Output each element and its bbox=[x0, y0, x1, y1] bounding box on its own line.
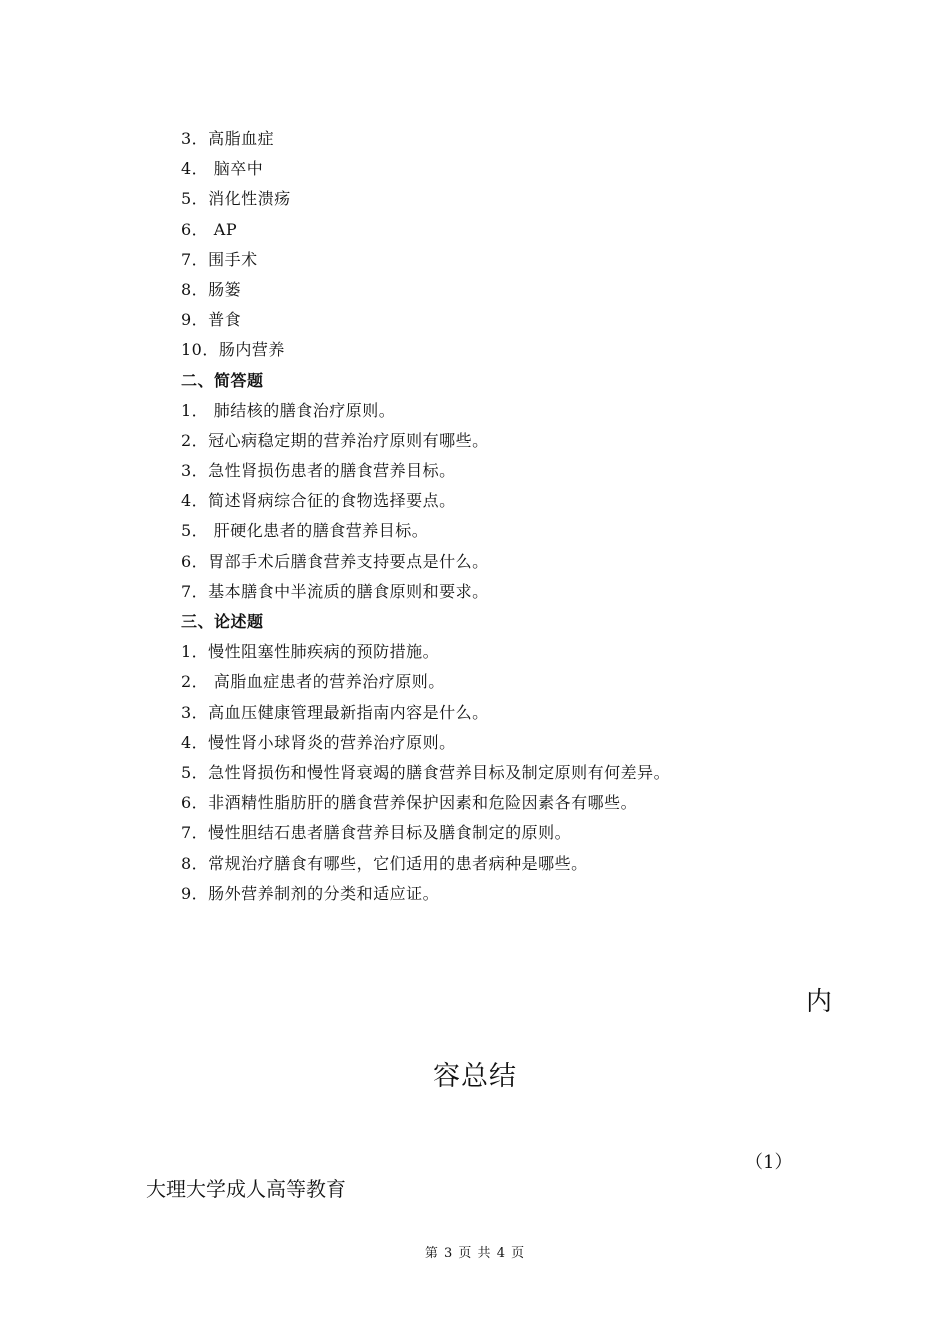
summary-title: 容总结 bbox=[433, 1061, 517, 1092]
reference-number: （1） bbox=[745, 1152, 793, 1173]
page-footer: 第 3 页 共 4 页 bbox=[424, 1246, 526, 1261]
list-item: 5．急性肾损伤和慢性肾衰竭的膳食营养目标及制定原则有何差异。 bbox=[181, 762, 671, 782]
section-heading: 二、简答题 bbox=[181, 370, 264, 390]
list-item: 9．肠外营养制剂的分类和适应证。 bbox=[181, 883, 440, 903]
list-item: 3．高血压健康管理最新指南内容是什么。 bbox=[181, 702, 489, 722]
list-item: 4．慢性肾小球肾炎的营养治疗原则。 bbox=[181, 732, 456, 752]
list-item: 8．常规治疗膳食有哪些，它们适用的患者病种是哪些。 bbox=[181, 853, 588, 873]
list-item: 1． 肺结核的膳食治疗原则。 bbox=[181, 400, 396, 420]
list-item: 4．简述肾病综合征的食物选择要点。 bbox=[181, 491, 456, 511]
list-item: 8．肠篓 bbox=[181, 279, 242, 299]
list-item: 9．普食 bbox=[181, 310, 242, 330]
list-item: 2．冠心病稳定期的营养治疗原则有哪些。 bbox=[181, 430, 489, 450]
list-item: 6．胃部手术后膳食营养支持要点是什么。 bbox=[181, 551, 489, 571]
summary-title-fragment: 内 bbox=[806, 987, 833, 1017]
list-item: 7．慢性胆结石患者膳食营养目标及膳食制定的原则。 bbox=[181, 823, 572, 843]
section-heading: 三、论述题 bbox=[181, 612, 264, 631]
list-item: 3．急性肾损伤患者的膳食营养目标。 bbox=[181, 461, 456, 481]
list-item: 6．非酒精性脂肪肝的膳食营养保护因素和危险因素各有哪些。 bbox=[181, 793, 638, 813]
list-item: 7．基本膳食中半流质的膳食原则和要求。 bbox=[181, 581, 489, 601]
list-item: 1．慢性阻塞性肺疾病的预防措施。 bbox=[181, 642, 440, 662]
organization-name: 大理大学成人高等教育 bbox=[146, 1177, 346, 1201]
list-item: 2． 高脂血症患者的营养治疗原则。 bbox=[181, 672, 445, 692]
list-item: 4． 脑卒中 bbox=[181, 159, 264, 179]
list-item: 10．肠内营养 bbox=[181, 340, 285, 360]
list-item: 3．高脂血症 bbox=[181, 129, 275, 148]
list-item: 7．围手术 bbox=[181, 249, 258, 269]
list-item: 5．消化性溃疡 bbox=[181, 189, 291, 209]
list-item: 6． AP bbox=[181, 219, 238, 239]
list-item: 5． 肝硬化患者的膳食营养目标。 bbox=[181, 521, 429, 541]
question-list bbox=[181, 124, 881, 909]
